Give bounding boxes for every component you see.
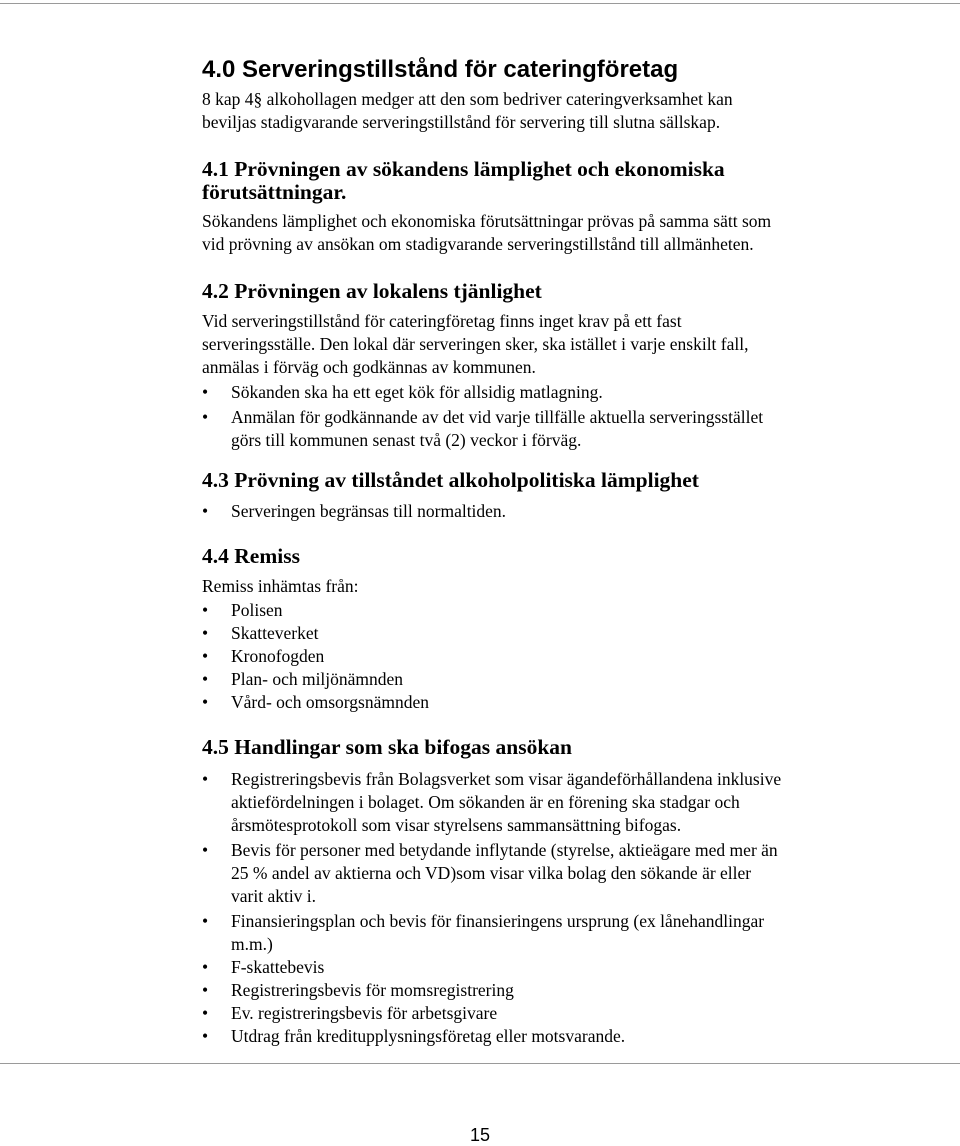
bullet-icon: • [202,911,209,931]
list-item [202,956,842,979]
footer-divider [0,1063,960,1064]
heading-line: 4.1 Prövningen av sökandens lämplighet och ekonomiska [202,157,725,181]
list-item [202,406,842,452]
bullet-icon: • [202,1026,209,1046]
bullet-icon: • [202,1003,209,1023]
list-item [202,622,842,645]
bullet-icon: • [202,501,209,521]
heading-line: förutsättningar. [202,180,347,204]
text-line: 8 kap 4§ alkohollagen medger att den som bedriver cateringverksamhet kan [202,89,733,109]
list-item-text: aktiefördelningen i bolaget. Om sökanden är en förening ska stadgar och [231,792,740,812]
list-item-text: 25 % andel av aktierna och VD)som visar vilka bolag den sökande är eller [231,863,752,883]
list-item-text: Skatteverket [231,623,319,643]
list-item [202,1025,842,1048]
list-item [202,768,842,837]
text-line: beviljas stadigvarande serveringstillstånd för servering till slutna sällskap. [202,112,721,132]
paragraph-4-1 [202,210,842,256]
list-item [202,979,842,1002]
bullet-icon: • [202,623,209,643]
text-line: vid prövning av ansökan om stadigvarande serveringstillstånd till allmänheten. [202,234,754,254]
bullet-icon: • [202,692,209,712]
list-item-text: Ev. registreringsbevis för arbetsgivare [231,1003,498,1023]
list-item [202,691,842,714]
list-item [202,381,842,404]
list-item-text: Anmälan för godkännande av det vid varje tillfälle aktuella serveringsstället [231,407,764,427]
bullet-list-4-2 [202,381,842,452]
page-content [202,54,842,1048]
list-item-text: m.m.) [231,934,273,954]
list-item-text: Sökanden ska ha ett eget kök för allsidig matlagning. [231,382,603,402]
list-item-text: varit aktiv i. [231,886,317,906]
bullet-icon: • [202,600,209,620]
list-item [202,645,842,668]
heading-4-4: 4.4 Remiss [202,544,300,568]
list-item-text: Finansieringsplan och bevis för finansieringens ursprung (ex lånehandlingar [231,911,765,931]
top-divider [0,3,960,4]
list-item-text: F-skattebevis [231,957,325,977]
bullet-icon: • [202,646,209,666]
text-line: anmälas i förväg och godkännas av kommunen. [202,357,536,377]
paragraph-4-0 [202,88,842,134]
list-item-text: görs till kommunen senast två (2) veckor i förväg. [231,430,582,450]
list-item-text: Polisen [231,600,283,620]
list-item [202,1002,842,1025]
list-item-text: Utdrag från kreditupplysningsföretag eller motsvarande. [231,1026,626,1046]
bullet-icon: • [202,407,209,427]
list-item-text: årsmötesprotokoll som visar styrelsens sammansättning bifogas. [231,815,682,835]
bullet-icon: • [202,980,209,1000]
list-item-text: Bevis för personer med betydande inflytande (styrelse, aktieägare med mer än [231,840,778,860]
heading-4-3: 4.3 Prövning av tillståndet alkoholpolitiska lämplighet [202,468,699,492]
bullet-icon: • [202,769,209,789]
paragraph-4-2 [202,310,842,379]
heading-4-1 [202,158,842,204]
heading-4-5: 4.5 Handlingar som ska bifogas ansökan [202,735,572,759]
text-line: serveringsställe. Den lokal där serveringen sker, ska istället i varje enskilt fall, [202,334,749,354]
text-line: Sökandens lämplighet och ekonomiska förutsättningar prövas på samma sätt som [202,211,772,231]
page-number: 15 [469,1125,491,1145]
list-item [202,599,842,622]
list-item-text: Serveringen begränsas till normaltiden. [231,501,507,521]
heading-4-0: 4.0 Serveringstillstånd för cateringföretag [202,56,679,83]
bullet-icon: • [202,669,209,689]
list-item [202,839,842,908]
list-item [202,668,842,691]
bullet-list-4-4 [202,599,842,714]
list-item-text: Plan- och miljönämnden [231,669,404,689]
list-item-text: Vård- och omsorgsnämnden [231,692,429,712]
bullet-list-4-5 [202,768,842,1048]
heading-4-2: 4.2 Prövningen av lokalens tjänlighet [202,279,542,303]
bullet-list-4-3 [202,500,842,523]
list-item [202,910,842,956]
list-item-text: Registreringsbevis från Bolagsverket som visar ägandeförhållandena inklusive [231,769,782,789]
remiss-lead-text: Remiss inhämtas från: [202,576,359,596]
text-line: Vid serveringstillstånd för cateringföretag finns inget krav på ett fast [202,311,682,331]
bullet-icon: • [202,957,209,977]
list-item-text: Registreringsbevis för momsregistrering [231,980,514,1000]
list-item-text: Kronofogden [231,646,325,666]
bullet-icon: • [202,840,209,860]
list-item [202,500,842,523]
bullet-icon: • [202,382,209,402]
